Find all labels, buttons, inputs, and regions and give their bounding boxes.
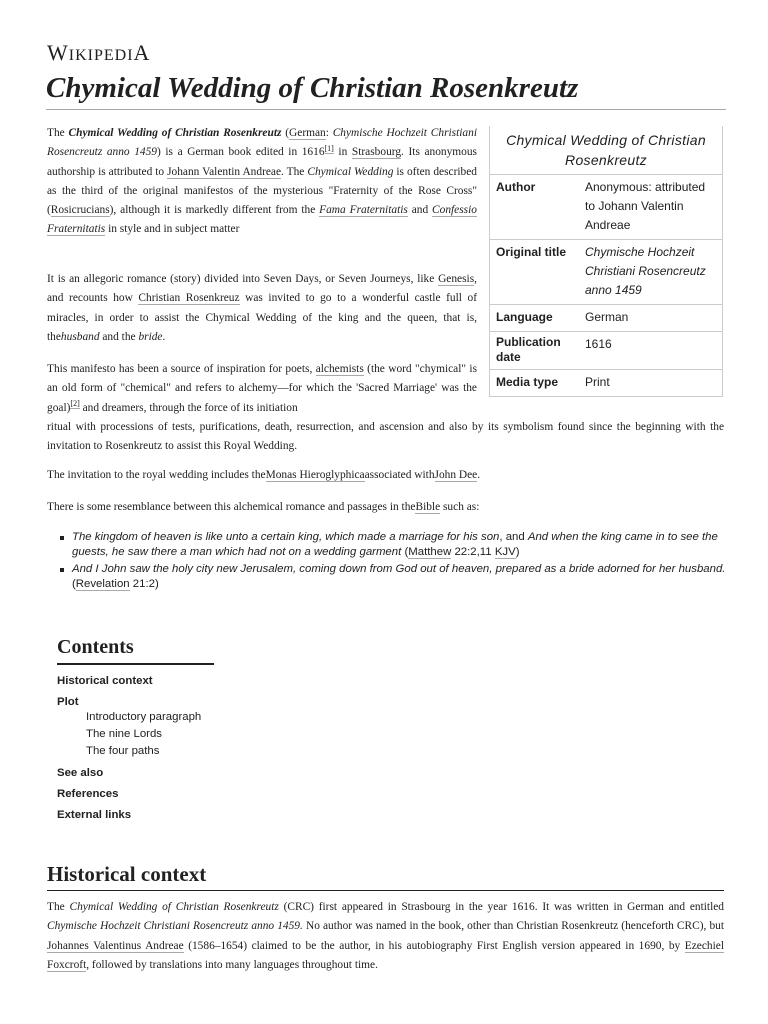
infobox-label: Author: [496, 180, 536, 194]
link-revelation[interactable]: Revelation: [75, 578, 130, 590]
link-ezechiel-foxcroft[interactable]: Ezechiel Foxcroft: [47, 939, 724, 971]
infobox-row-publication-date: [490, 331, 722, 369]
link-genesis[interactable]: Genesis: [438, 273, 475, 285]
toc-item-introductory-paragraph[interactable]: Introductory paragraph: [86, 711, 202, 723]
link-strasbourg[interactable]: Strasbourg: [351, 146, 402, 159]
list-item: And I John saw the holy city new Jerusalem, coming down from God out of heaven, prepared as a bride adorned for her husband. (Revelation 21:2): [58, 562, 738, 592]
paragraph-inspiration: This manifesto has been a source of inspiration for poets, alchemists (the word "chymical" is an old form of "chemical" and refers to alchemy—for which the 'Sacred Marriage' was the goal)[2] and dreamers, through the force of its initiation: [47, 363, 478, 414]
infobox-value: German: [585, 310, 629, 324]
table-of-contents: [57, 636, 217, 822]
toc-item-see-also[interactable]: See also: [57, 767, 104, 779]
list-item: The kingdom of heaven is like unto a certain king, which made a marriage for his son, and And when the king came in to see the guests, he saw there a man which had not on a wedding garment (Matthew 22:2,11 KJV): [58, 530, 738, 560]
infobox: [489, 126, 723, 397]
link-andreae[interactable]: Johann Valentin Andreae: [167, 165, 282, 178]
ref-2[interactable]: [2]: [70, 398, 80, 408]
infobox-value: Print: [585, 375, 610, 389]
link-confessio[interactable]: Confessio Fraternitatis: [47, 204, 477, 236]
paragraph-historical-context: The Chymical Wedding of Christian Rosenkreutz (CRC) first appeared in Strasbourg in the year 1616. It was written in German and entitled Chymische Hochzeit Christiani Rosencreutz anno 1459. No author was named in the book, other than Christian Rosenkreutz (henceforth CRC), but Johannes Valentinus Andreae (1586–1654) claimed to be the author, in his autobiography First English version appeared in 1690, by Ezechiel Foxcroft, followed by translations into many languages throughout time.: [47, 901, 724, 971]
toc-item-plot[interactable]: Plot: [57, 696, 79, 708]
link-kjv[interactable]: KJV: [494, 546, 516, 558]
paragraph-intro: The Chymical Wedding of Christian Rosenkreutz (German: Chymische Hochzeit Christiani Rosencreutz anno 1459) is a German book edited in 1616[1] in Strasbourg. Its anonymous authorship is attributed to Johann Valentin Andreae. The Chymical Wedding is often described as the third of the original manifestos of the mysterious "Fraternity of the Rose Cross" (Rosicrucians), although it is markedly different from the Fama Fraternitatis and Confessio Fraternitatis in style and in subject matter: [47, 127, 477, 236]
infobox-label: Original title: [496, 245, 567, 259]
section-heading-historical-context: Historical context: [47, 862, 724, 891]
infobox-value: 1616: [585, 337, 612, 351]
toc-title: Contents: [57, 636, 214, 665]
infobox-label: Publication date: [496, 335, 561, 364]
infobox-title: Chymical Wedding of Christian Rosenkreutz: [506, 132, 706, 168]
infobox-value: Chymische Hochzeit Christiani Rosencreutz anno 1459: [585, 245, 706, 297]
infobox-row-original-title: [490, 239, 722, 304]
toc-item-four-paths[interactable]: The four paths: [86, 745, 160, 757]
link-rosicrucians[interactable]: Rosicrucians: [50, 204, 110, 217]
link-german[interactable]: German: [289, 127, 326, 139]
link-john-dee[interactable]: John Dee: [434, 469, 478, 481]
toc-item-historical-context[interactable]: Historical context: [57, 675, 153, 687]
infobox-label: Language: [496, 310, 553, 324]
link-christian-rosenkreuz[interactable]: Christian Rosenkreuz: [138, 292, 240, 305]
wikipedia-wordmark[interactable]: WIKIPEDIA: [47, 40, 151, 65]
infobox-label: Media type: [496, 375, 559, 389]
infobox-row-language: [490, 304, 722, 331]
toc-item-nine-lords[interactable]: The nine Lords: [86, 728, 162, 740]
toc-item-external-links[interactable]: External links: [57, 809, 132, 821]
bible-quotes-list: [58, 530, 738, 594]
link-johannes-andreae[interactable]: Johannes Valentinus Andreae: [47, 939, 184, 952]
toc-item-references[interactable]: References: [57, 788, 119, 800]
infobox-row-media-type: [490, 369, 722, 396]
link-matthew[interactable]: Matthew: [408, 546, 452, 558]
paragraph-inspiration-cont: ritual with processions of tests, purifications, death, resurrection, and ascension and also by its symbolism found since the beginning with the invitation to Rosenkreutz to assist this Royal Wedding.: [47, 421, 724, 453]
ref-1[interactable]: [1]: [324, 143, 334, 153]
paragraph-plot-summary: It is an allegoric romance (story) divided into Seven Days, or Seven Journeys, like Genesis, and recounts how Christian Rosenkreuz was invited to go to a wonderful castle full of miracles, in order to assist the Chymical Wedding of the king and the queen, that is, thehusband and the bride.: [47, 273, 477, 343]
paragraph-invitation: The invitation to the royal wedding includes theMonas Hieroglyphicaassociated withJohn Dee.: [47, 469, 481, 481]
page-title: Chymical Wedding of Christian Rosenkreutz: [46, 72, 726, 110]
link-alchemists[interactable]: alchemists: [315, 363, 364, 375]
infobox-row-author: [490, 174, 722, 239]
link-bible[interactable]: Bible: [415, 501, 441, 513]
infobox-value: Anonymous: attributed to Johann Valentin Andreae: [585, 180, 706, 232]
link-monas-hieroglyphica[interactable]: Monas Hieroglyphica: [265, 469, 365, 481]
link-fama[interactable]: Fama Fraternitatis: [319, 204, 408, 217]
paragraph-resemblance: There is some resemblance between this alchemical romance and passages in theBible such as:: [47, 501, 480, 513]
